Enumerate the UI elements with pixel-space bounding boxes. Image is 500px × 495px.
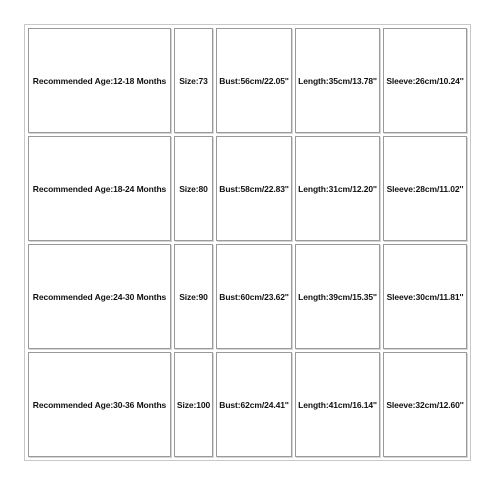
age-cell: Recommended Age:18-24 Months [28,136,171,241]
age-cell: Recommended Age:30-36 Months [28,352,171,457]
sleeve-cell: Sleeve:32cm/12.60'' [383,352,467,457]
table-row [28,28,467,133]
size-cell: Size:90 [174,244,213,349]
size-chart-table [24,24,471,461]
bust-cell: Bust:58cm/22.83'' [216,136,292,241]
bust-cell: Bust:62cm/24.41'' [216,352,292,457]
sleeve-cell: Sleeve:26cm/10.24'' [383,28,467,133]
length-cell: Length:41cm/16.14'' [295,352,380,457]
size-cell: Size:80 [174,136,213,241]
table-row [28,136,467,241]
size-cell: Size:100 [174,352,213,457]
sleeve-cell: Sleeve:28cm/11.02'' [383,136,467,241]
bust-cell: Bust:60cm/23.62'' [216,244,292,349]
age-cell: Recommended Age:24-30 Months [28,244,171,349]
age-cell: Recommended Age:12-18 Months [28,28,171,133]
length-cell: Length:35cm/13.78'' [295,28,380,133]
length-cell: Length:39cm/15.35'' [295,244,380,349]
sleeve-cell: Sleeve:30cm/11.81'' [383,244,467,349]
table-row [28,352,467,457]
length-cell: Length:31cm/12.20'' [295,136,380,241]
table-row [28,244,467,349]
size-cell: Size:73 [174,28,213,133]
bust-cell: Bust:56cm/22.05'' [216,28,292,133]
